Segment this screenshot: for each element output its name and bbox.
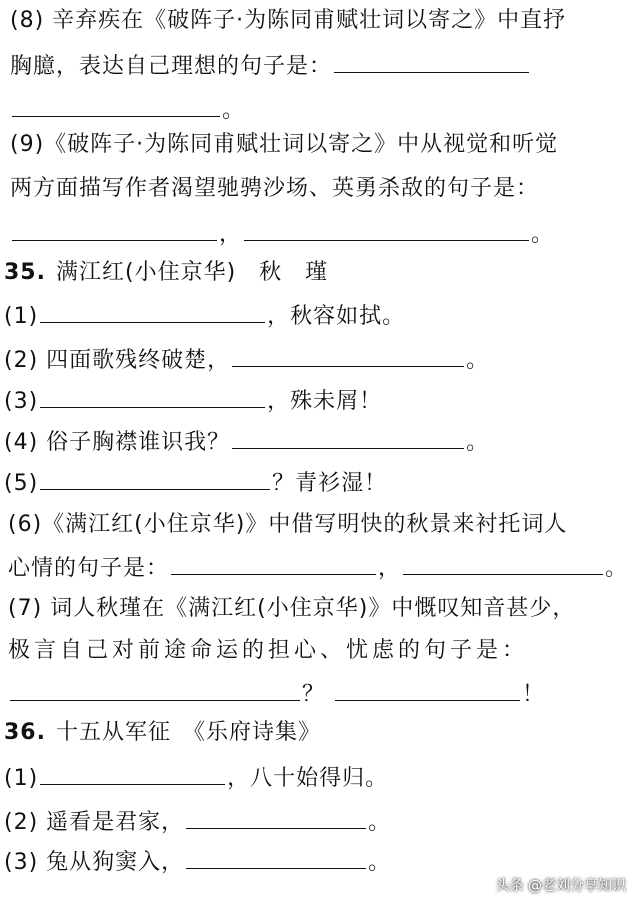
q34-8-prompt: 胸臆，表达自己理想的句子是：	[10, 54, 333, 79]
answer-blank[interactable]	[171, 552, 376, 575]
section-number: 35.	[4, 260, 46, 285]
s35-item-7-line1: (7) 词人秋瑾在《满江红(小住京华)》中慨叹知音甚少，	[8, 596, 576, 621]
item-text: ？青衫湿！	[272, 471, 388, 496]
punct: 。	[368, 810, 392, 835]
s35-item-7-line3	[8, 678, 632, 710]
s36-item-1	[4, 762, 632, 794]
answer-blank[interactable]	[232, 426, 464, 449]
item-label: (5)	[4, 471, 39, 496]
s35-item-2	[4, 344, 632, 376]
s36-item-2	[4, 806, 632, 838]
punct: 。	[531, 222, 555, 247]
item-text: ，八十始得归。	[227, 766, 389, 791]
q34-8-line3	[10, 94, 632, 126]
punct: 。	[368, 850, 392, 875]
section-title: 满江红(小住京华) 秋 瑾	[55, 260, 329, 285]
answer-blank[interactable]	[40, 762, 225, 785]
q34-8-line1: (8) 辛弃疾在《破阵子·为陈同甫赋壮词以寄之》中直抒	[10, 8, 567, 33]
s35-item-6-line2	[8, 552, 632, 584]
s36-item-3	[4, 846, 632, 878]
item-label: (1)	[4, 766, 39, 791]
punct: 。	[605, 556, 629, 581]
section-title: 十五从军征 《乐府诗集》	[55, 720, 321, 745]
punct: 。	[222, 98, 246, 123]
s35-item-5	[4, 467, 632, 499]
answer-blank[interactable]	[40, 467, 270, 490]
answer-blank[interactable]	[403, 552, 603, 575]
punct: ，	[219, 222, 243, 247]
answer-blank[interactable]	[186, 846, 366, 869]
watermark: 头条 @老刘分享知识	[495, 878, 626, 894]
item-text: 心情的句子是：	[8, 556, 170, 581]
s35-item-7-line2: 极言自己对前途命运的担心、忧虑的句子是：	[8, 638, 529, 663]
answer-blank[interactable]	[12, 94, 220, 117]
punct: ？	[302, 682, 326, 707]
punct: 。	[466, 430, 490, 455]
item-label: (3)	[4, 389, 39, 414]
answer-blank[interactable]	[186, 806, 366, 829]
answer-blank[interactable]	[335, 678, 520, 701]
answer-blank[interactable]	[40, 385, 265, 408]
q34-9-line2: 两方面描写作者渴望驰骋沙场、英勇杀敌的句子是：	[10, 176, 540, 201]
answer-blank[interactable]	[40, 300, 265, 323]
s35-item-6-line1: (6)《满江红(小住京华)》中借写明快的秋景来衬托词人	[8, 512, 568, 537]
item-text: (4) 俗子胸襟谁识我？	[4, 430, 231, 455]
item-text: (2) 四面歌残终破楚，	[4, 348, 231, 373]
item-text: ，殊未屑！	[267, 389, 383, 414]
punct: 。	[466, 348, 490, 373]
answer-blank[interactable]	[334, 50, 529, 73]
q34-8-line2	[10, 50, 632, 82]
answer-blank[interactable]	[244, 218, 529, 241]
item-text: (3) 兔从狗窦入，	[4, 850, 185, 875]
s35-item-1	[4, 300, 632, 332]
answer-blank[interactable]	[232, 344, 464, 367]
punct: ，	[378, 556, 402, 581]
punct: ！	[522, 682, 546, 707]
item-text: (2) 遥看是君家，	[4, 810, 185, 835]
s35-item-3	[4, 385, 632, 417]
section-number: 36.	[4, 720, 46, 745]
s35-item-4	[4, 426, 632, 458]
q34-9-line3	[10, 218, 632, 250]
item-label: (1)	[4, 304, 39, 329]
answer-blank[interactable]	[12, 218, 217, 241]
section-35-heading	[4, 258, 632, 288]
answer-blank[interactable]	[10, 678, 300, 701]
section-36-heading	[4, 718, 632, 748]
item-text: ，秋容如拭。	[267, 304, 406, 329]
q34-9-line1: (9)《破阵子·为陈同甫赋壮词以寄之》中从视觉和听觉	[10, 132, 559, 157]
